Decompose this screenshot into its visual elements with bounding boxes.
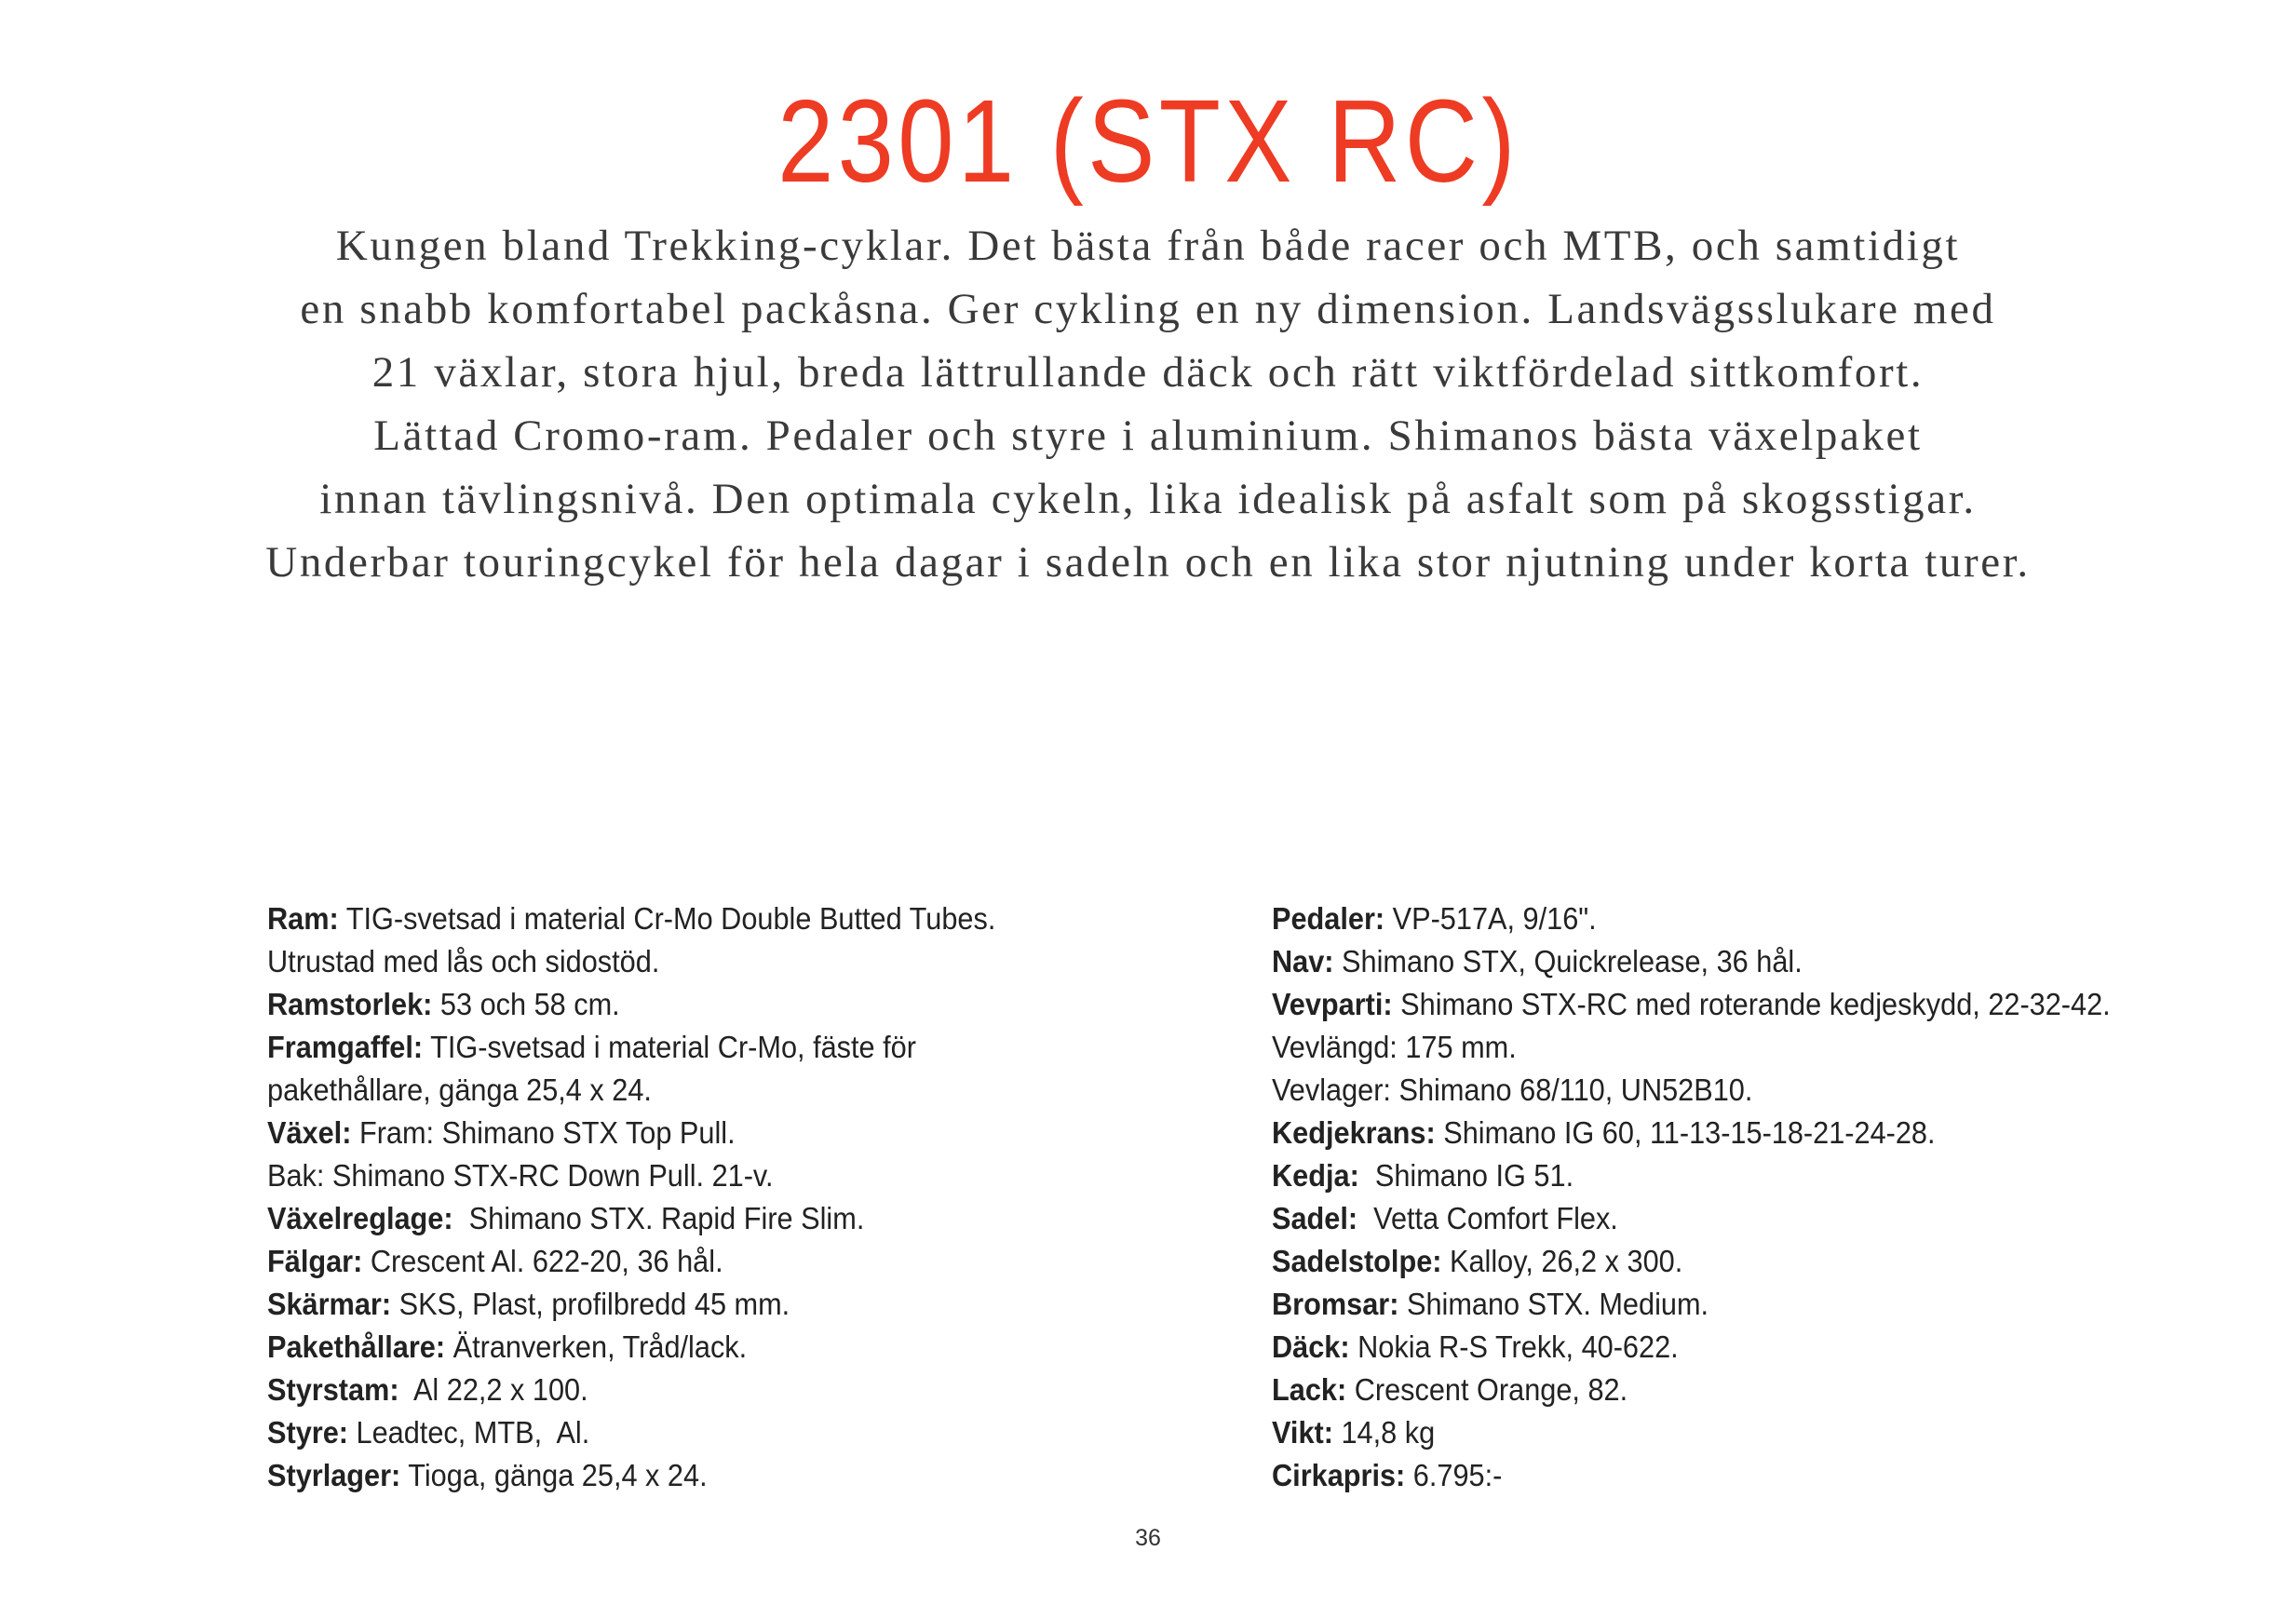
spec-row [267, 1240, 995, 1283]
spec-row [1272, 983, 2111, 1026]
spec-value: Shimano IG 51. [1358, 1158, 1574, 1193]
spec-label: Pakethållare: [267, 1329, 446, 1364]
spec-row [1272, 1026, 2111, 1069]
spec-value: Shimano STX-RC med roterande kedjeskydd, 22-32-42. [1392, 987, 2111, 1021]
spec-value: Ätranverken, Tråd/lack. [445, 1329, 748, 1364]
spec-value: Vevlängd: 175 mm. [1272, 1030, 1517, 1064]
spec-row [267, 1283, 995, 1326]
spec-label: Vikt: [1272, 1415, 1333, 1450]
spec-label: Växelreglage: [267, 1201, 453, 1235]
spec-row [1272, 1154, 2111, 1197]
spec-value: VP-517A, 9/16". [1384, 901, 1597, 936]
spec-value: Nokia R-S Trekk, 40-622. [1349, 1329, 1679, 1364]
spec-label: Lack: [1272, 1372, 1347, 1407]
spec-row [267, 1369, 995, 1411]
spec-value: Crescent Orange, 82. [1346, 1372, 1628, 1407]
spec-label: Styrstam: [267, 1372, 399, 1407]
spec-value: Crescent Al. 622-20, 36 hål. [362, 1244, 723, 1278]
spec-label: Fälgar: [267, 1244, 363, 1278]
spec-value: 53 och 58 cm. [432, 987, 620, 1021]
spec-row [1272, 1197, 2111, 1240]
spec-row [267, 1026, 995, 1069]
spec-value: Shimano STX, Quickrelease, 36 hål. [1333, 944, 1803, 978]
spec-label: Bromsar: [1272, 1287, 1399, 1321]
spec-value: Shimano STX. Medium. [1398, 1287, 1709, 1321]
spec-row [1272, 1240, 2111, 1283]
spec-label: Växel: [267, 1115, 352, 1150]
spec-value: Kalloy, 26,2 x 300. [1441, 1244, 1683, 1278]
page-number: 36 [1135, 1525, 1161, 1551]
spec-row [1272, 1069, 2111, 1112]
spec-label: Styre: [267, 1415, 348, 1450]
spec-label: Vevparti: [1272, 987, 1393, 1021]
spec-row [267, 1154, 995, 1197]
spec-row [1272, 940, 2111, 983]
spec-value: SKS, Plast, profilbredd 45 mm. [391, 1287, 790, 1321]
spec-row [267, 1411, 995, 1454]
intro-line: Kungen bland Trekking-cyklar. Det bästa från både racer och MTB, och samtidigt [335, 222, 1961, 270]
intro-line: 21 växlar, stora hjul, breda lättrullande däck och rätt viktfördelad sittkomfort. [371, 348, 1925, 397]
spec-value: Vevlager: Shimano 68/110, UN52B10. [1272, 1073, 1753, 1107]
spec-row [267, 1454, 995, 1497]
spec-label: Kedja: [1272, 1158, 1359, 1193]
spec-label: Sadelstolpe: [1272, 1244, 1442, 1278]
spec-row [1272, 1326, 2111, 1369]
spec-list-right [1272, 897, 2111, 1497]
spec-value: 14,8 kg [1332, 1415, 1436, 1450]
spec-label: Däck: [1272, 1329, 1350, 1364]
spec-row [1272, 897, 2111, 940]
spec-value: Leadtec, MTB, Al. [347, 1415, 590, 1450]
spec-row [267, 1197, 995, 1240]
spec-value: TIG-svetsad i material Cr-Mo, fäste för [423, 1030, 916, 1064]
spec-row [1272, 1369, 2111, 1411]
spec-value: TIG-svetsad i material Cr-Mo Double Butted Tubes. [338, 901, 996, 936]
spec-value: Tioga, gänga 25,4 x 24. [400, 1458, 708, 1492]
spec-label: Skärmar: [267, 1287, 392, 1321]
spec-label: Pedaler: [1272, 901, 1385, 936]
intro-line: en snabb komfortabel packåsna. Ger cykling en ny dimension. Landsvägsslukare med [300, 285, 1996, 333]
spec-label: Styrlager: [267, 1458, 401, 1492]
model-title: 2301 (STX RC) [777, 75, 1519, 207]
spec-row [1272, 1454, 2111, 1497]
spec-row [267, 1112, 995, 1154]
spec-row [267, 1069, 995, 1112]
spec-label: Cirkapris: [1272, 1458, 1406, 1492]
spec-value: Shimano IG 60, 11-13-15-18-21-24-28. [1435, 1115, 1936, 1150]
spec-row [1272, 1283, 2111, 1326]
spec-row [267, 983, 995, 1026]
intro-line: Underbar touringcykel för hela dagar i sadeln och en lika stor njutning under korta turer. [265, 538, 2031, 587]
spec-row [267, 897, 995, 940]
intro-line: innan tävlingsnivå. Den optimala cykeln, lika idealisk på asfalt som på skogsstigar. [319, 475, 1977, 523]
spec-row [1272, 1411, 2111, 1454]
intro-line: Lättad Cromo-ram. Pedaler och styre i aluminium. Shimanos bästa växelpaket [373, 411, 1923, 460]
spec-value: Fram: Shimano STX Top Pull. [351, 1115, 736, 1150]
spec-list-left [267, 897, 995, 1497]
spec-value: Al 22,2 x 100. [398, 1372, 588, 1407]
spec-label: Kedjekrans: [1272, 1115, 1436, 1150]
spec-value: Vetta Comfort Flex. [1357, 1201, 1618, 1235]
spec-value: Shimano STX. Rapid Fire Slim. [452, 1201, 865, 1235]
spec-row [267, 940, 995, 983]
spec-label: Ram: [267, 901, 339, 936]
spec-value: Utrustad med lås och sidostöd. [267, 944, 660, 978]
spec-row [1272, 1112, 2111, 1154]
spec-label: Framgaffel: [267, 1030, 424, 1064]
spec-value: pakethållare, gänga 25,4 x 24. [267, 1073, 652, 1107]
spec-label: Nav: [1272, 944, 1334, 978]
spec-value: Bak: Shimano STX-RC Down Pull. 21-v. [267, 1158, 774, 1193]
spec-row [267, 1326, 995, 1369]
intro-paragraph [0, 214, 2296, 594]
spec-value: 6.795:- [1405, 1458, 1503, 1492]
spec-label: Ramstorlek: [267, 987, 433, 1021]
spec-label: Sadel: [1272, 1201, 1358, 1235]
